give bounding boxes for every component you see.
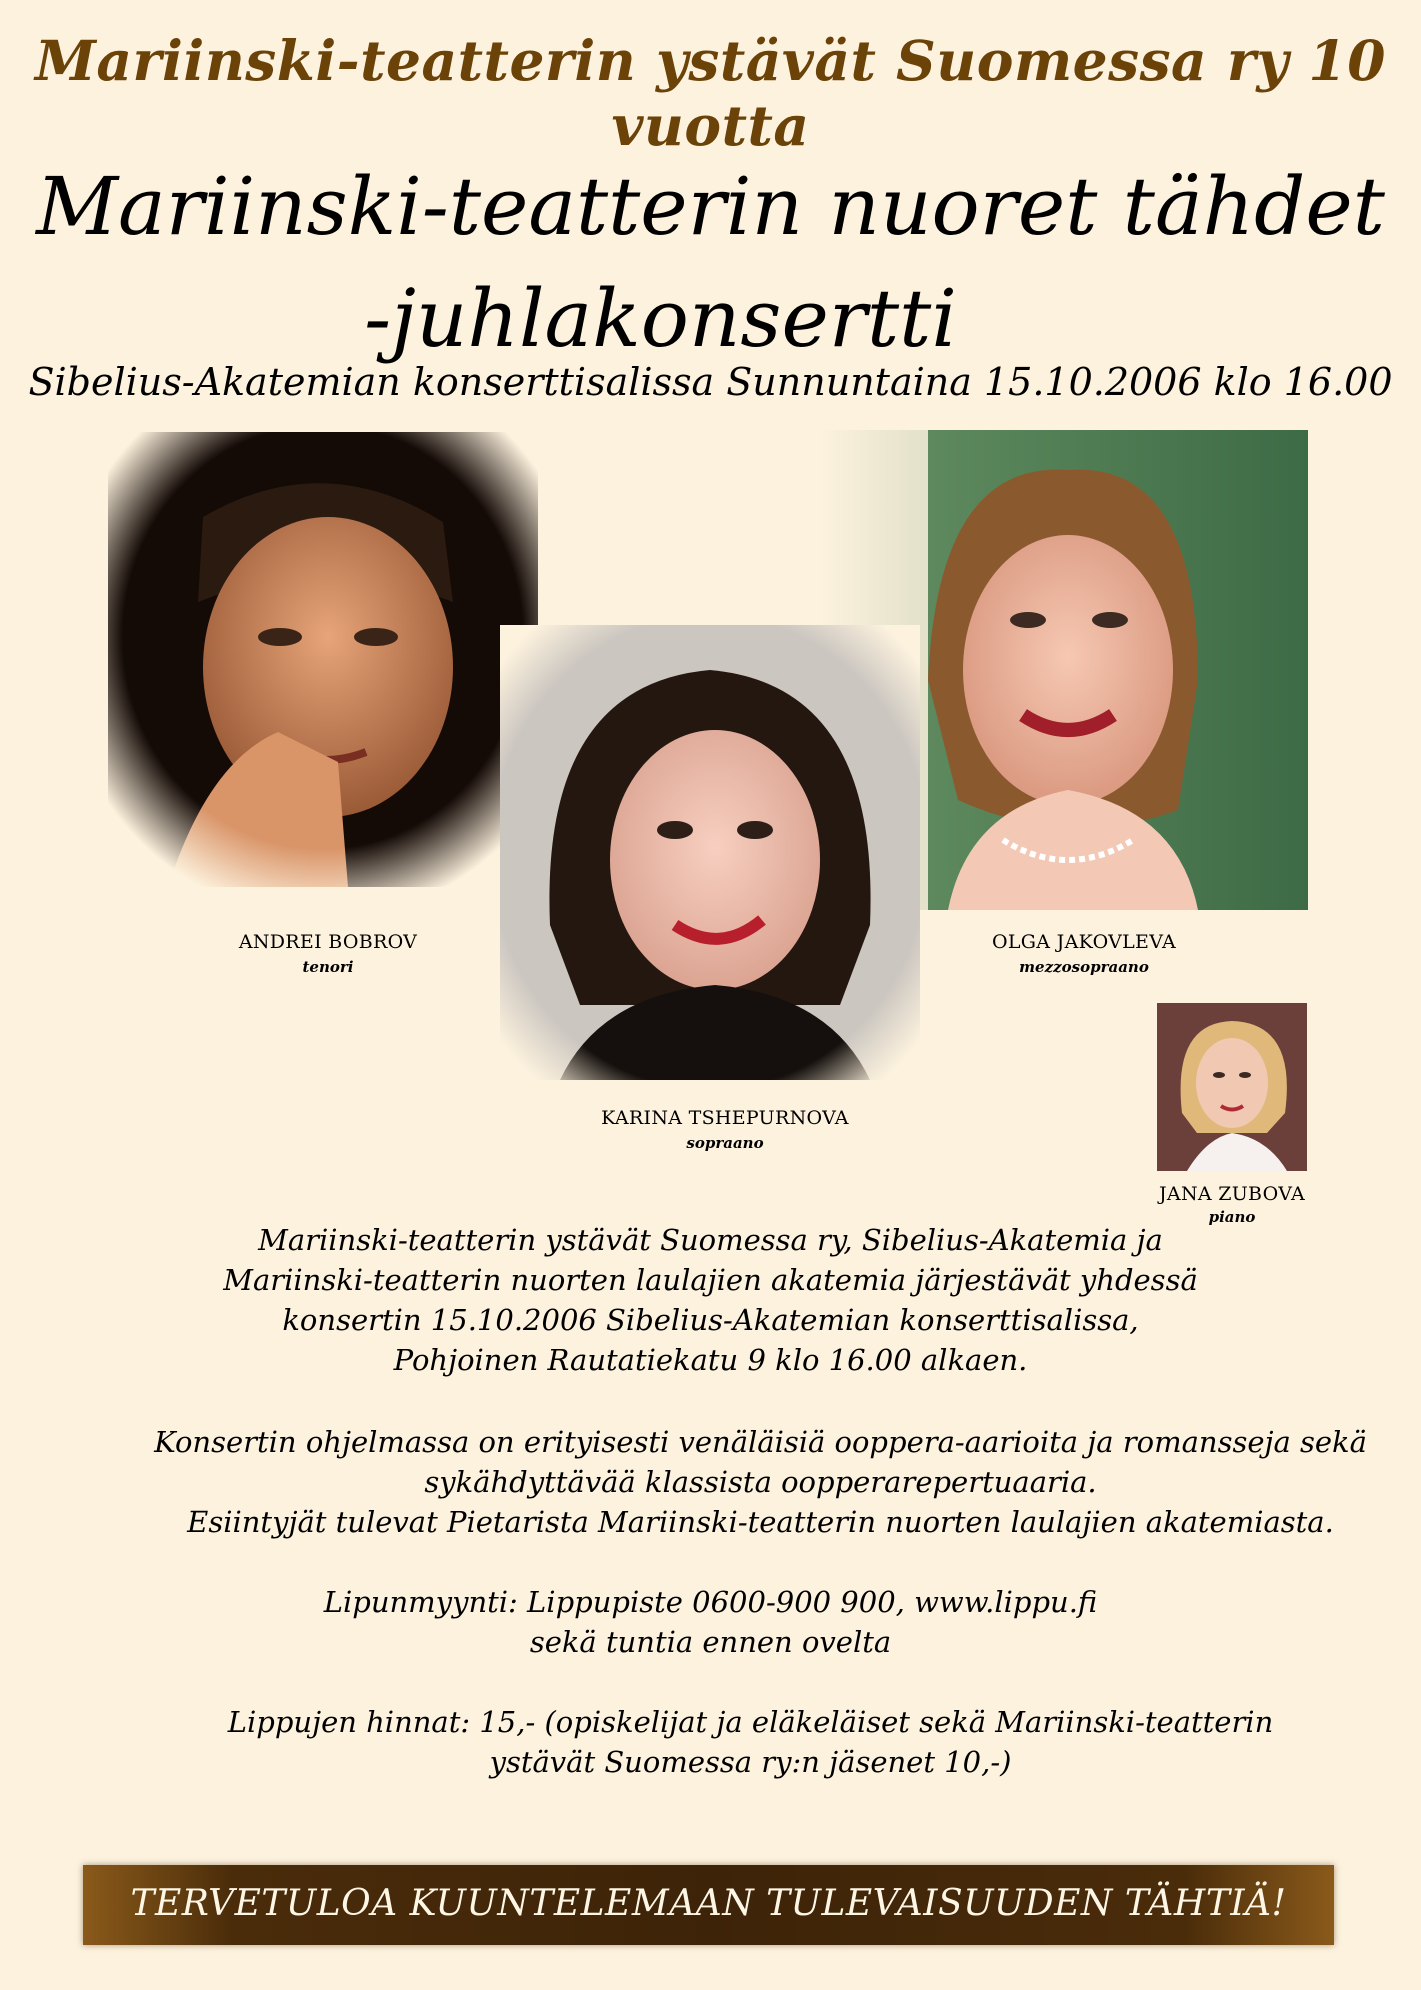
karina-tshepurnova-photo — [500, 625, 920, 1080]
concert-title-line2: -juhlakonsertti — [364, 272, 957, 365]
concert-title-line1: Mariinski-teatterin nuoret tähdet — [36, 160, 1385, 253]
paragraph-line: Mariinski-teatterin nuorten laulajien akatemia järjestävät yhdessä — [223, 1263, 1198, 1297]
organizers-paragraph — [60, 1220, 1361, 1380]
performer-name: OLGA JAKOVLEVA — [992, 931, 1176, 953]
paragraph-line: Mariinski-teatterin ystävät Suomessa ry, Sibelius-Akatemia ja — [258, 1223, 1163, 1257]
program-paragraph — [110, 1422, 1411, 1542]
jana-zubova-photo — [1157, 1003, 1307, 1171]
venue-date-line: Sibelius-Akatemian konserttisalissa Sunnuntaina 15.10.2006 klo 16.00 — [28, 360, 1393, 404]
paragraph-line: Lippujen hinnat: 15,- (opiskelijat ja eläkeläiset sekä Mariinski-teatterin — [227, 1705, 1274, 1739]
performer-role: mezzosopraano — [1019, 958, 1149, 976]
performer-role: sopraano — [686, 1134, 764, 1152]
performer-role: tenori — [302, 958, 354, 976]
performer-name: JANA ZUBOVA — [1159, 1183, 1305, 1205]
performer-name: KARINA TSHEPURNOVA — [601, 1107, 849, 1129]
paragraph-line: ystävät Suomessa ry:n jäsenet 10,-) — [489, 1745, 1012, 1779]
paragraph-line: Pohjoinen Rautatiekatu 9 klo 16.00 alkaen. — [393, 1343, 1028, 1377]
paragraph-line: sekä tuntia ennen ovelta — [529, 1625, 892, 1659]
ticket-sales-paragraph — [60, 1582, 1361, 1662]
paragraph-line: Lipunmyynti: Lippupiste 0600-900 900, www.lippu.fi — [323, 1585, 1098, 1619]
performer-name: ANDREI BOBROV — [238, 931, 418, 953]
paragraph-line: konsertin 15.10.2006 Sibelius-Akatemian konserttisalissa, — [282, 1303, 1139, 1337]
andrei-bobrov-photo — [108, 432, 538, 887]
ticket-prices-paragraph — [100, 1702, 1401, 1782]
paragraph-line: Konsertin ohjelmassa on erityisesti venäläisiä ooppera-aarioita ja romansseja sekä — [154, 1425, 1367, 1459]
anniversary-heading: Mariinski-teatterin ystävät Suomessa ry 10 vuotta — [35, 28, 1386, 158]
paragraph-line: Esiintyjät tulevat Pietarista Mariinski-teatterin nuorten laulajien akatemiasta. — [187, 1505, 1334, 1539]
welcome-banner-text: TERVETULOA KUUNTELEMAAN TULEVAISUUDEN TÄHTIÄ! — [130, 1883, 1287, 1924]
performer-role: piano — [1208, 1208, 1256, 1226]
paragraph-line: sykähdyttävää klassista oopperarepertuaaria. — [424, 1465, 1097, 1499]
